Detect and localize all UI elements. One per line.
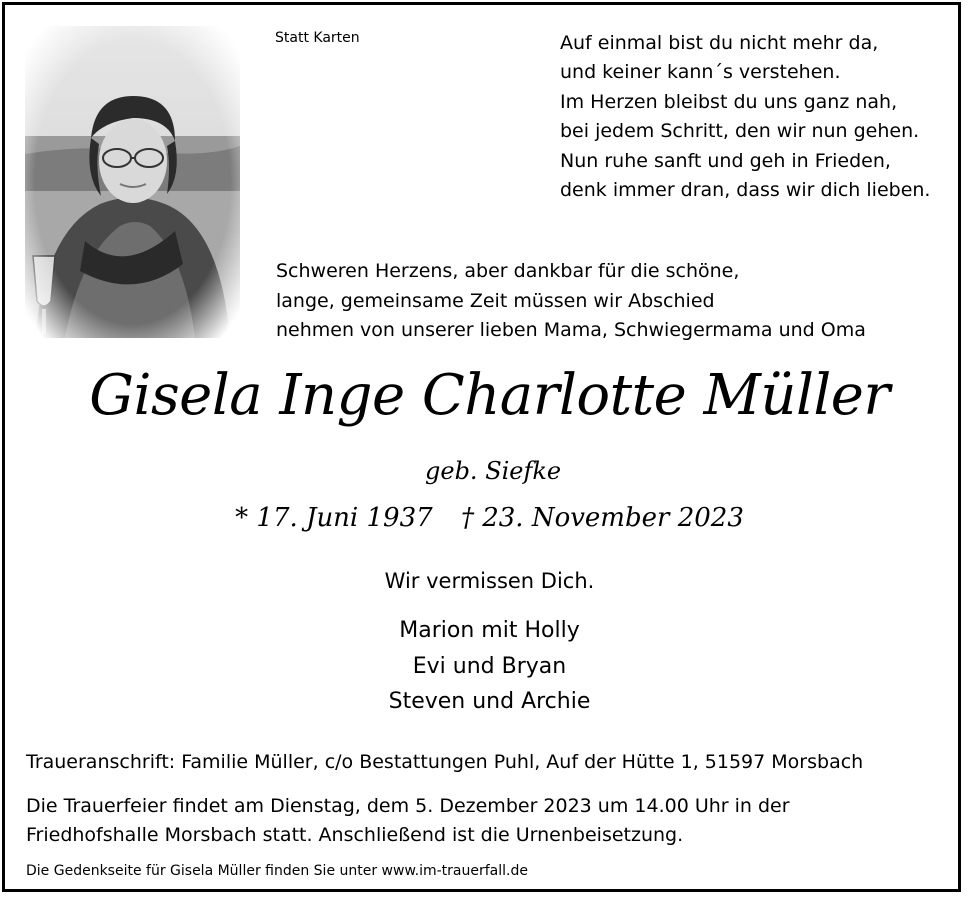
birth-name: geb. Siefke	[425, 457, 562, 485]
intro-text	[276, 257, 866, 346]
life-dates	[5, 503, 969, 533]
family-signatures	[5, 613, 969, 720]
service-info	[26, 792, 790, 850]
intro-line: lange, gemeinsame Zeit müssen wir Abschied	[276, 289, 715, 312]
intro-line: nehmen von unserer lieben Mama, Schwiegermama und Oma	[276, 319, 866, 341]
poem-line: und keiner kann´s verstehen.	[560, 61, 841, 84]
poem-line: Im Herzen bleibst du uns ganz nah,	[560, 90, 898, 113]
mourning-address: Traueranschrift: Familie Müller, c/o Bestattungen Puhl, Auf der Hütte 1, 51597 Morsbach	[26, 751, 864, 773]
family-member: Steven und Archie	[388, 689, 591, 714]
service-line: Die Trauerfeier findet am Dienstag, dem 5. Dezember 2023 um 14.00 Uhr in der	[26, 795, 790, 817]
memorial-website-note: Die Gedenkseite für Gisela Müller finden Sie unter www.im-trauerfall.de	[26, 863, 528, 879]
poem	[560, 29, 930, 205]
poem-line: Nun ruhe sanft und geh in Frieden,	[560, 149, 891, 172]
obituary-frame	[2, 2, 961, 892]
poem-line: Auf einmal bist du nicht mehr da,	[560, 32, 879, 54]
family-member: Evi und Bryan	[412, 653, 567, 679]
service-line: Friedhofshalle Morsbach statt. Anschließend ist die Urnenbeisetzung.	[26, 824, 684, 846]
birth-date: * 17. Juni 1937	[235, 503, 433, 533]
death-date: † 23. November 2023	[460, 503, 744, 533]
poem-line: bei jedem Schritt, den wir nun gehen.	[560, 120, 920, 143]
family-member: Marion mit Holly	[399, 618, 580, 643]
deceased-name: Gisela Inge Charlotte Müller	[89, 363, 890, 428]
portrait-photo	[25, 26, 240, 338]
we-miss-you: Wir vermissen Dich.	[384, 569, 595, 593]
poem-line: denk immer dran, dass wir dich lieben.	[560, 179, 931, 202]
intro-line: Schweren Herzens, aber dankbar für die schöne,	[276, 260, 740, 282]
statt-karten-label: Statt Karten	[275, 30, 360, 46]
